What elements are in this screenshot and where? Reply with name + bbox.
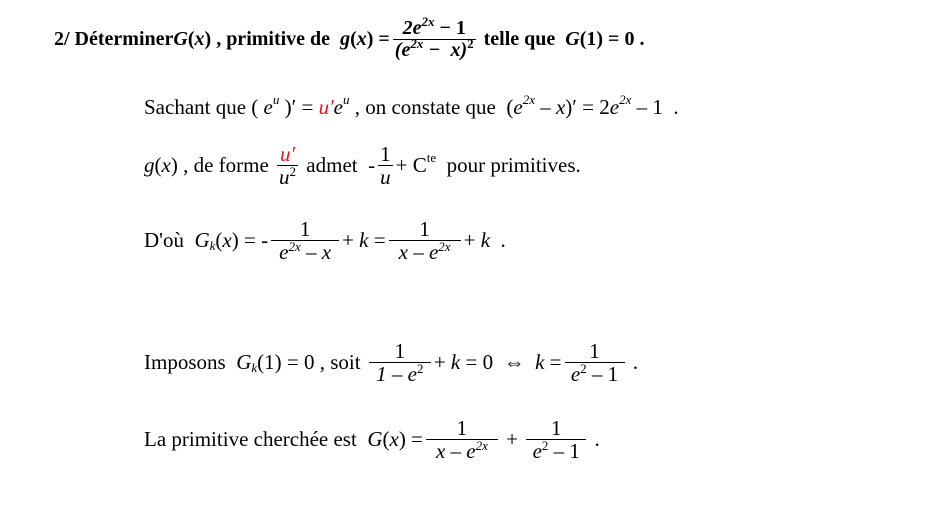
math-var: e <box>609 95 620 119</box>
text: + <box>342 228 360 253</box>
math-var: x <box>161 153 171 178</box>
math-var: k <box>480 228 491 253</box>
math-var: x <box>222 228 232 253</box>
math-var: x <box>389 427 399 452</box>
math-var: k <box>359 228 369 253</box>
text: – 1 . <box>631 95 679 119</box>
exponent: te <box>426 149 437 165</box>
derivative-line <box>144 91 679 120</box>
text: )′ = 2 <box>565 95 610 119</box>
fraction-c <box>369 340 431 385</box>
text: = <box>544 350 562 375</box>
text: admet - <box>301 153 376 178</box>
denominator: $e^2 - 1$ <box>526 439 586 462</box>
denominator: $u^2$ <box>279 164 297 190</box>
fraction-uprime-u2 <box>277 143 298 188</box>
exponent: u <box>342 91 350 107</box>
numerator: 1 <box>394 339 406 363</box>
final-line <box>144 417 600 462</box>
fraction-b <box>389 218 461 263</box>
denominator: $1 - e^2$ <box>369 362 431 385</box>
math-var: e <box>333 95 343 119</box>
text: Sachant que ( <box>144 95 264 119</box>
fraction-1-u <box>378 143 393 188</box>
text: )′ = <box>279 95 319 119</box>
numerator: 1 <box>589 339 600 363</box>
math-var-red: u′ <box>318 95 334 119</box>
exponent: 2x <box>619 91 632 107</box>
text: + <box>500 427 524 452</box>
text: Imposons <box>144 350 237 375</box>
math-var: G <box>565 28 580 50</box>
math-var: e <box>513 95 523 119</box>
text: = <box>368 228 386 253</box>
fraction-a <box>271 218 339 263</box>
result-line <box>144 218 506 263</box>
math-var: g <box>144 153 155 178</box>
text: La primitive cherchée est <box>144 427 368 452</box>
text: + <box>433 350 451 375</box>
text: . <box>589 427 600 452</box>
text: . <box>627 350 638 375</box>
text: ( <box>350 28 357 50</box>
math-var: G <box>194 228 210 253</box>
text: 2/ Déterminer <box>54 28 174 50</box>
text: ) , de forme <box>170 153 275 178</box>
numerator: 1 <box>299 217 311 241</box>
exponent: u <box>272 91 280 107</box>
math-var: x <box>194 28 205 50</box>
condition-line <box>144 340 638 385</box>
text: , primitive de <box>211 28 341 50</box>
text: ) <box>204 28 212 50</box>
numerator: u′ <box>280 142 296 166</box>
math-var: k <box>450 350 461 375</box>
denominator: u <box>380 165 391 190</box>
math-var: e <box>263 95 273 119</box>
question-line <box>54 14 645 61</box>
text: ( <box>215 228 223 253</box>
text: – <box>534 95 556 119</box>
text: (1) = 0 , soit <box>257 350 366 375</box>
subscript: k <box>251 359 258 375</box>
text: . <box>490 228 506 253</box>
math-var: x <box>555 95 566 119</box>
text: D'où <box>144 228 195 253</box>
fraction-f <box>526 417 586 462</box>
numerator: 1 <box>380 142 391 166</box>
text: ( <box>382 427 390 452</box>
math-var: k <box>535 350 545 375</box>
fraction-g <box>393 14 476 61</box>
denominator: $e^{2x}$ – x <box>271 240 339 263</box>
text: ) = - <box>231 228 269 253</box>
exponent: 2x <box>522 91 535 107</box>
text: pour primitives. <box>436 153 581 178</box>
text: ( <box>154 153 162 178</box>
numerator: 1 <box>456 416 468 440</box>
text: = 0 ⇔ <box>460 350 536 375</box>
text: + C <box>395 153 427 178</box>
text: + <box>463 228 481 253</box>
fraction-d <box>565 340 625 385</box>
denominator: $(e^{2x} - x)^2$ <box>394 36 474 61</box>
text: ) = <box>366 28 390 50</box>
denominator: $e^2 - 1$ <box>565 362 625 385</box>
denominator: x – $e^{2x}$ <box>426 439 498 462</box>
text: (1) = 0 . <box>579 28 645 50</box>
math-var: G <box>236 350 252 375</box>
numerator: 1 <box>551 416 562 440</box>
subscript: k <box>209 237 216 253</box>
text: , on constate que ( <box>349 95 514 119</box>
denominator: x – $e^{2x}$ <box>389 240 461 263</box>
math-var: g <box>340 28 351 50</box>
numerator: $2e^{2x} - 1$ <box>402 14 466 39</box>
form-line <box>144 143 581 188</box>
text: ) = <box>398 427 423 452</box>
math-var: x <box>356 28 367 50</box>
text: ( <box>187 28 195 50</box>
fraction-e <box>426 417 498 462</box>
numerator: 1 <box>419 217 430 241</box>
math-var: G <box>367 427 383 452</box>
math-var: G <box>173 28 188 50</box>
text: telle que <box>478 28 566 50</box>
